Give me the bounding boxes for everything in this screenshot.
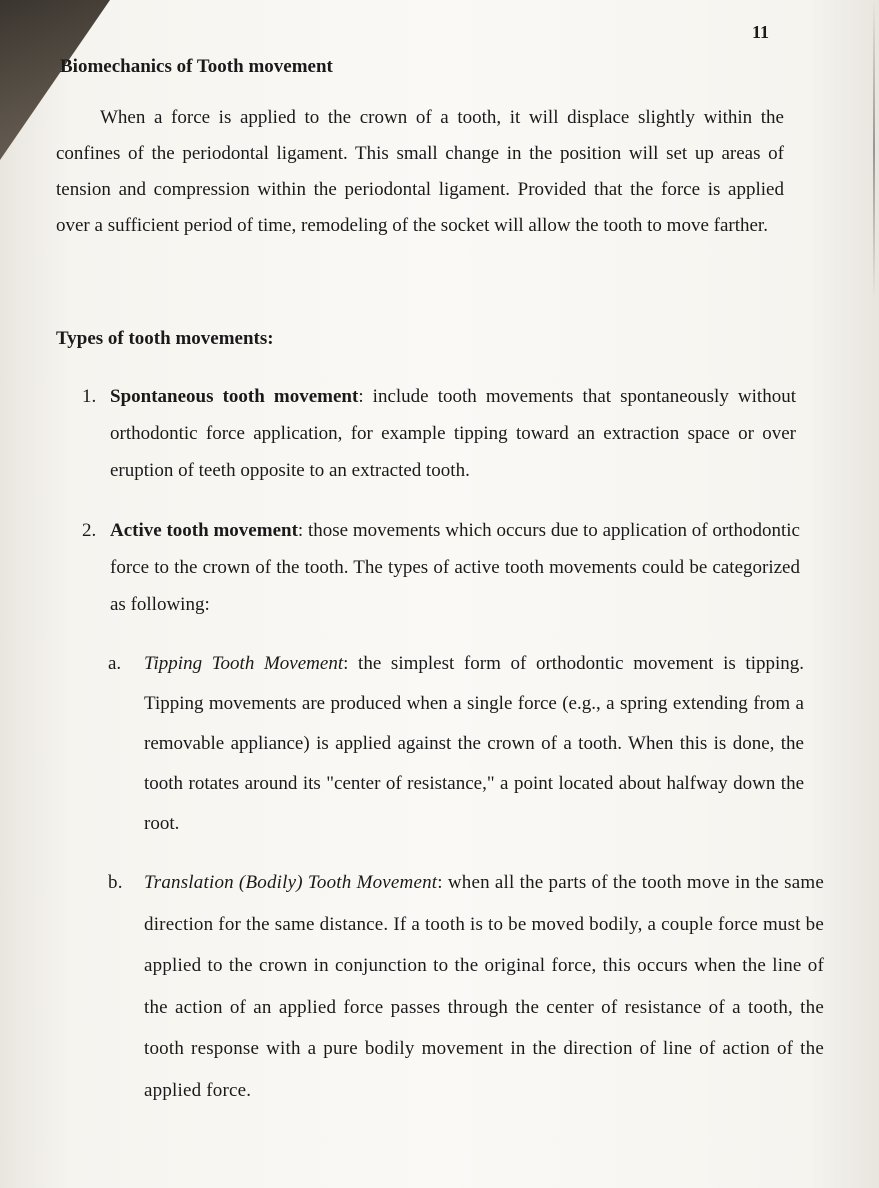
- types-heading: Types of tooth movements:: [56, 328, 274, 349]
- subitem-letter: b.: [108, 872, 123, 893]
- list-item-active: [82, 512, 800, 623]
- description-tipping: : the simplest form of orthodontic movement is tipping. Tipping movements are produced when a single force (e.g., a spring extending from a removable appliance) is applied against the crown of a tooth. When this is done, the tooth rotates around its "center of resistance," a point located about halfway down the root.: [144, 653, 804, 834]
- page-number: 11: [752, 22, 770, 42]
- page-edge-shadow: [873, 0, 875, 300]
- description-active: : those movements which occurs due to application of orthodontic force to the crown of the tooth. The types of active tooth movements could be categorized as following:: [110, 520, 800, 615]
- subitem-translation: [108, 862, 824, 1111]
- list-number: 1.: [82, 386, 97, 407]
- intro-paragraph: When a force is applied to the crown of a tooth, it will displace slightly within the confines of the periodontal ligament. This small change in the position will set up areas of tension and compression within the periodontal ligament. Provided that the force is applied over a sufficient period of time, remodeling of the socket will allow the tooth to move farther.: [56, 107, 784, 236]
- term-active: Active tooth movement: [110, 520, 298, 541]
- subitem-tipping: [108, 644, 804, 844]
- list-number: 2.: [82, 520, 97, 541]
- section-title: Biomechanics of Tooth movement: [60, 56, 333, 77]
- term-translation: Translation (Bodily) Tooth Movement: [144, 872, 438, 893]
- term-tipping: Tipping Tooth Movement: [144, 653, 344, 674]
- description-spontaneous: : include tooth movements that spontaneously without orthodontic force application, for example tipping toward an extraction space or over eruption of teeth opposite to an extracted tooth.: [110, 386, 796, 481]
- description-translation: : when all the parts of the tooth move in the same direction for the same distance. If a tooth is to be moved bodily, a couple force must be applied to the crown in conjunction to the original force, this occurs when the line of the action of an applied force passes through the center of resistance of a tooth, the tooth response with a pure bodily movement in the direction of line of action of the applied force.: [144, 872, 824, 1101]
- list-item-spontaneous: [82, 378, 796, 489]
- term-spontaneous: Spontaneous tooth movement: [110, 386, 359, 407]
- subitem-letter: a.: [108, 653, 122, 674]
